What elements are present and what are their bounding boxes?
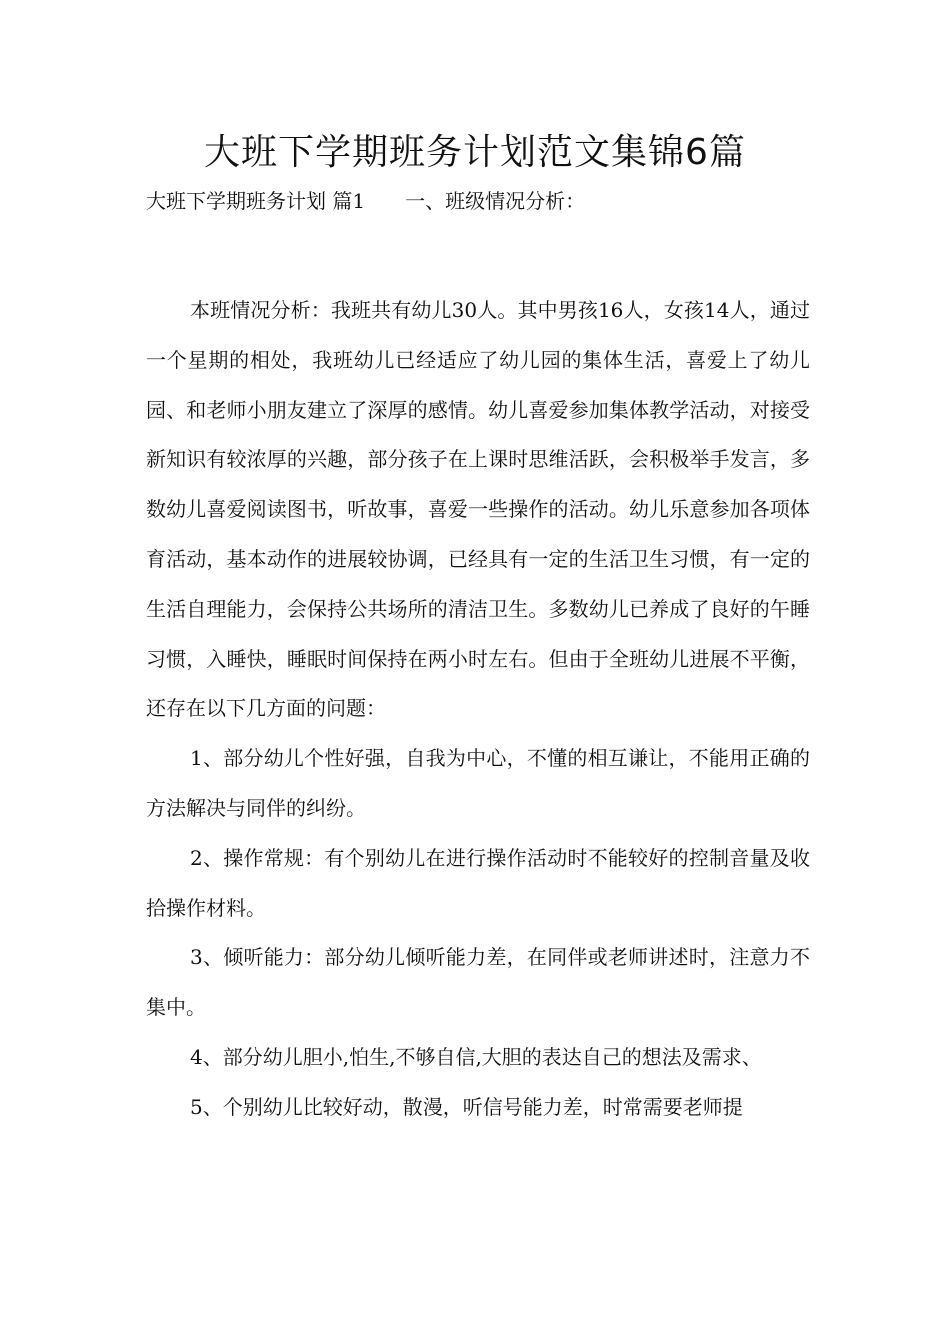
paragraph-item-4: 4、部分幼儿胆小,怕生,不够自信,大胆的表达自己的想法及需求、 bbox=[190, 1044, 762, 1069]
paragraph-item-5: 5、个别幼儿比较好动，散漫，听信号能力差，时常需要老师提 bbox=[190, 1094, 743, 1119]
part-label: 大班下学期班务计划 篇1 bbox=[146, 189, 366, 213]
section-heading: 一、班级情况分析： bbox=[405, 189, 586, 213]
paragraph-item-3: 3、倾听能力：部分幼儿倾听能力差，在同伴或老师讲述时，注意力不集中。 bbox=[146, 945, 810, 1020]
paragraph-item-2: 2、操作常规：有个别幼儿在进行操作活动时不能较好的控制音量及收拾操作材料。 bbox=[146, 845, 810, 920]
document-body bbox=[146, 286, 810, 1133]
document-subheading bbox=[146, 186, 585, 216]
paragraph-class-analysis: 本班情况分析：我班共有幼儿30人。其中男孩16人，女孩14人，通过一个星期的相处，我班幼儿已经适应了幼儿园的集体生活，喜爱上了幼儿园、和老师小朋友建立了深厚的感情。幼儿喜爱参加集体教学活动，对接受新知识有较浓厚的兴趣，部分孩子在上课时思维活跃，会积极举手发言，多数幼儿喜爱阅读图书，听故事，喜爱一些操作的活动。幼儿乐意参加各项体育活动，基本动作的进展较协调，已经具有一定的生活卫生习惯，有一定的生活自理能力，会保持公共场所的清洁卫生。多数幼儿已养成了良好的午睡习惯，入睡快，睡眠时间保持在两小时左右。但由于全班幼儿进展不平衡，还存在以下几方面的问题： bbox=[146, 298, 810, 721]
paragraph-item-1: 1、部分幼儿个性好强，自我为中心，不懂的相互谦让，不能用正确的方法解决与同伴的纠纷。 bbox=[146, 746, 810, 820]
document-title: 大班下学期班务计划范文集锦6篇 bbox=[204, 132, 746, 173]
